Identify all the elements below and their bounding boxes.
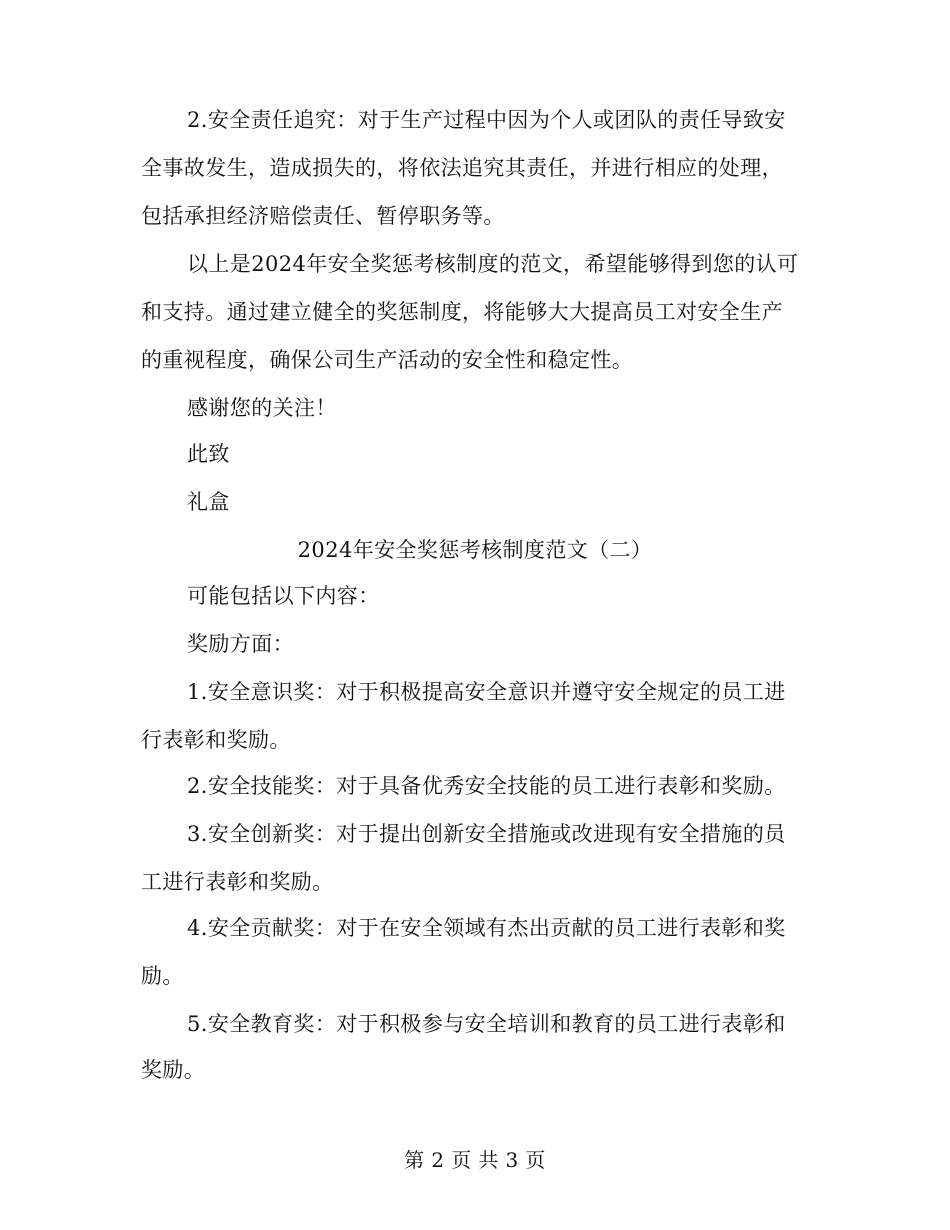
list-item-line: 工进行表彰和奖励。 bbox=[141, 870, 334, 894]
paragraph-line: 可能包括以下内容： bbox=[187, 584, 380, 608]
paragraph-line: 以上是2024年安全奖惩考核制度的范文，希望能够得到您的认可 bbox=[187, 252, 799, 276]
list-item-line: 1.安全意识奖：对于积极提高安全意识并遵守安全规定的员工进 bbox=[187, 680, 786, 704]
list-item-line: 5.安全教育奖：对于积极参与安全培训和教育的员工进行表彰和 bbox=[187, 1012, 786, 1036]
list-item-line: 行表彰和奖励。 bbox=[141, 728, 291, 752]
section-title: 2024年安全奖惩考核制度范文（二） bbox=[297, 538, 653, 562]
page-footer: 第 2 页 共 3 页 bbox=[404, 1148, 546, 1172]
paragraph-line: 的重视程度，确保公司生产活动的安全性和稳定性。 bbox=[141, 348, 634, 372]
subheading: 奖励方面： bbox=[187, 632, 294, 656]
closing-signature: 礼盒 bbox=[187, 490, 230, 514]
closing-thanks: 感谢您的关注！ bbox=[187, 396, 337, 420]
paragraph-line: 全事故发生，造成损失的，将依法追究其责任，并进行相应的处理， bbox=[141, 156, 783, 180]
closing-salutation: 此致 bbox=[187, 442, 230, 466]
paragraph-line: 和支持。通过建立健全的奖惩制度，将能够大大提高员工对安全生产 bbox=[141, 300, 783, 324]
paragraph-line: 包括承担经济赔偿责任、暂停职务等。 bbox=[141, 204, 505, 228]
paragraph-line: 2.安全责任追究：对于生产过程中因为个人或团队的责任导致安 bbox=[187, 108, 786, 132]
list-item-line: 奖励。 bbox=[141, 1058, 206, 1082]
list-item-line: 励。 bbox=[141, 964, 184, 988]
list-item-line: 4.安全贡献奖：对于在安全领域有杰出贡献的员工进行表彰和奖 bbox=[187, 916, 786, 940]
list-item-line: 2.安全技能奖：对于具备优秀安全技能的员工进行表彰和奖励。 bbox=[187, 774, 786, 798]
list-item-line: 3.安全创新奖：对于提出创新安全措施或改进现有安全措施的员 bbox=[187, 822, 786, 846]
